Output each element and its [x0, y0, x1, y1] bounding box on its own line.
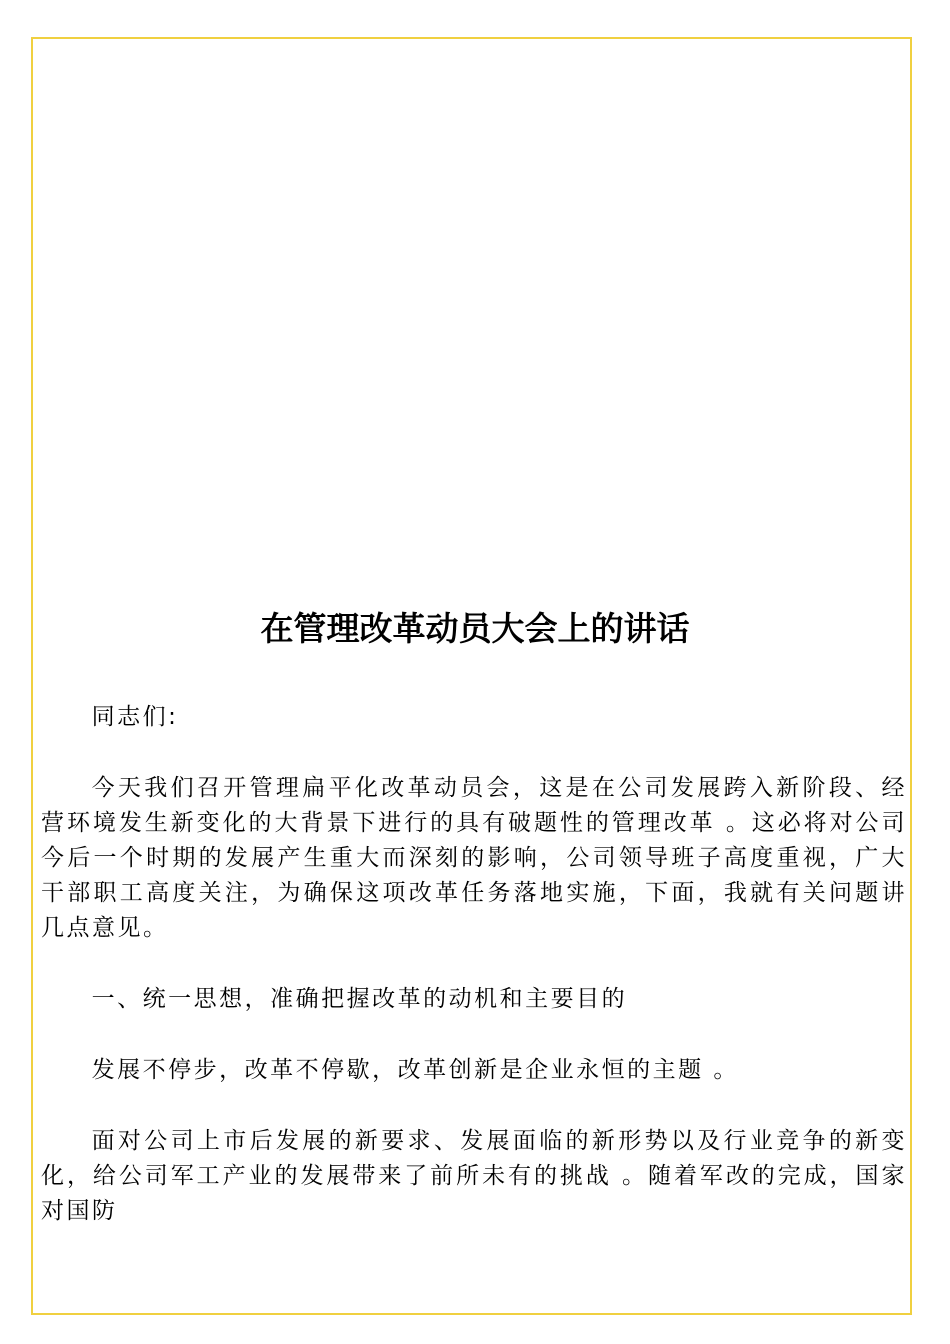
salutation: 同志们:	[91, 704, 179, 730]
document-body	[41, 700, 907, 1229]
paragraph-reform-theme: 发展不停步，改革不停歇，改革创新是企业永恒的主题 。	[91, 1057, 739, 1083]
paragraph-challenges: 面对公司上市后发展的新要求、发展面临的新形势以及行业竞争的新变化，给公司军工产业的发展带来了前所未有的挑战 。随着军改的完成，国家对国防	[41, 1128, 907, 1224]
section-heading-1: 一、统一思想，准确把握改革的动机和主要目的	[91, 986, 628, 1012]
document-title: 在管理改革动员大会上的讲话	[260, 609, 690, 649]
paragraph-intro: 今天我们召开管理扁平化改革动员会，这是在公司发展跨入新阶段、经营环境发生新变化的大背景下进行的具有破题性的管理改革 。这必将对公司今后一个时期的发展产生重大而深刻的影响，公司领导班子高度重视，广大干部职工高度关注，为确保这项改革任务落地实施，下面，我就有关问题讲几点意见。	[41, 775, 907, 941]
